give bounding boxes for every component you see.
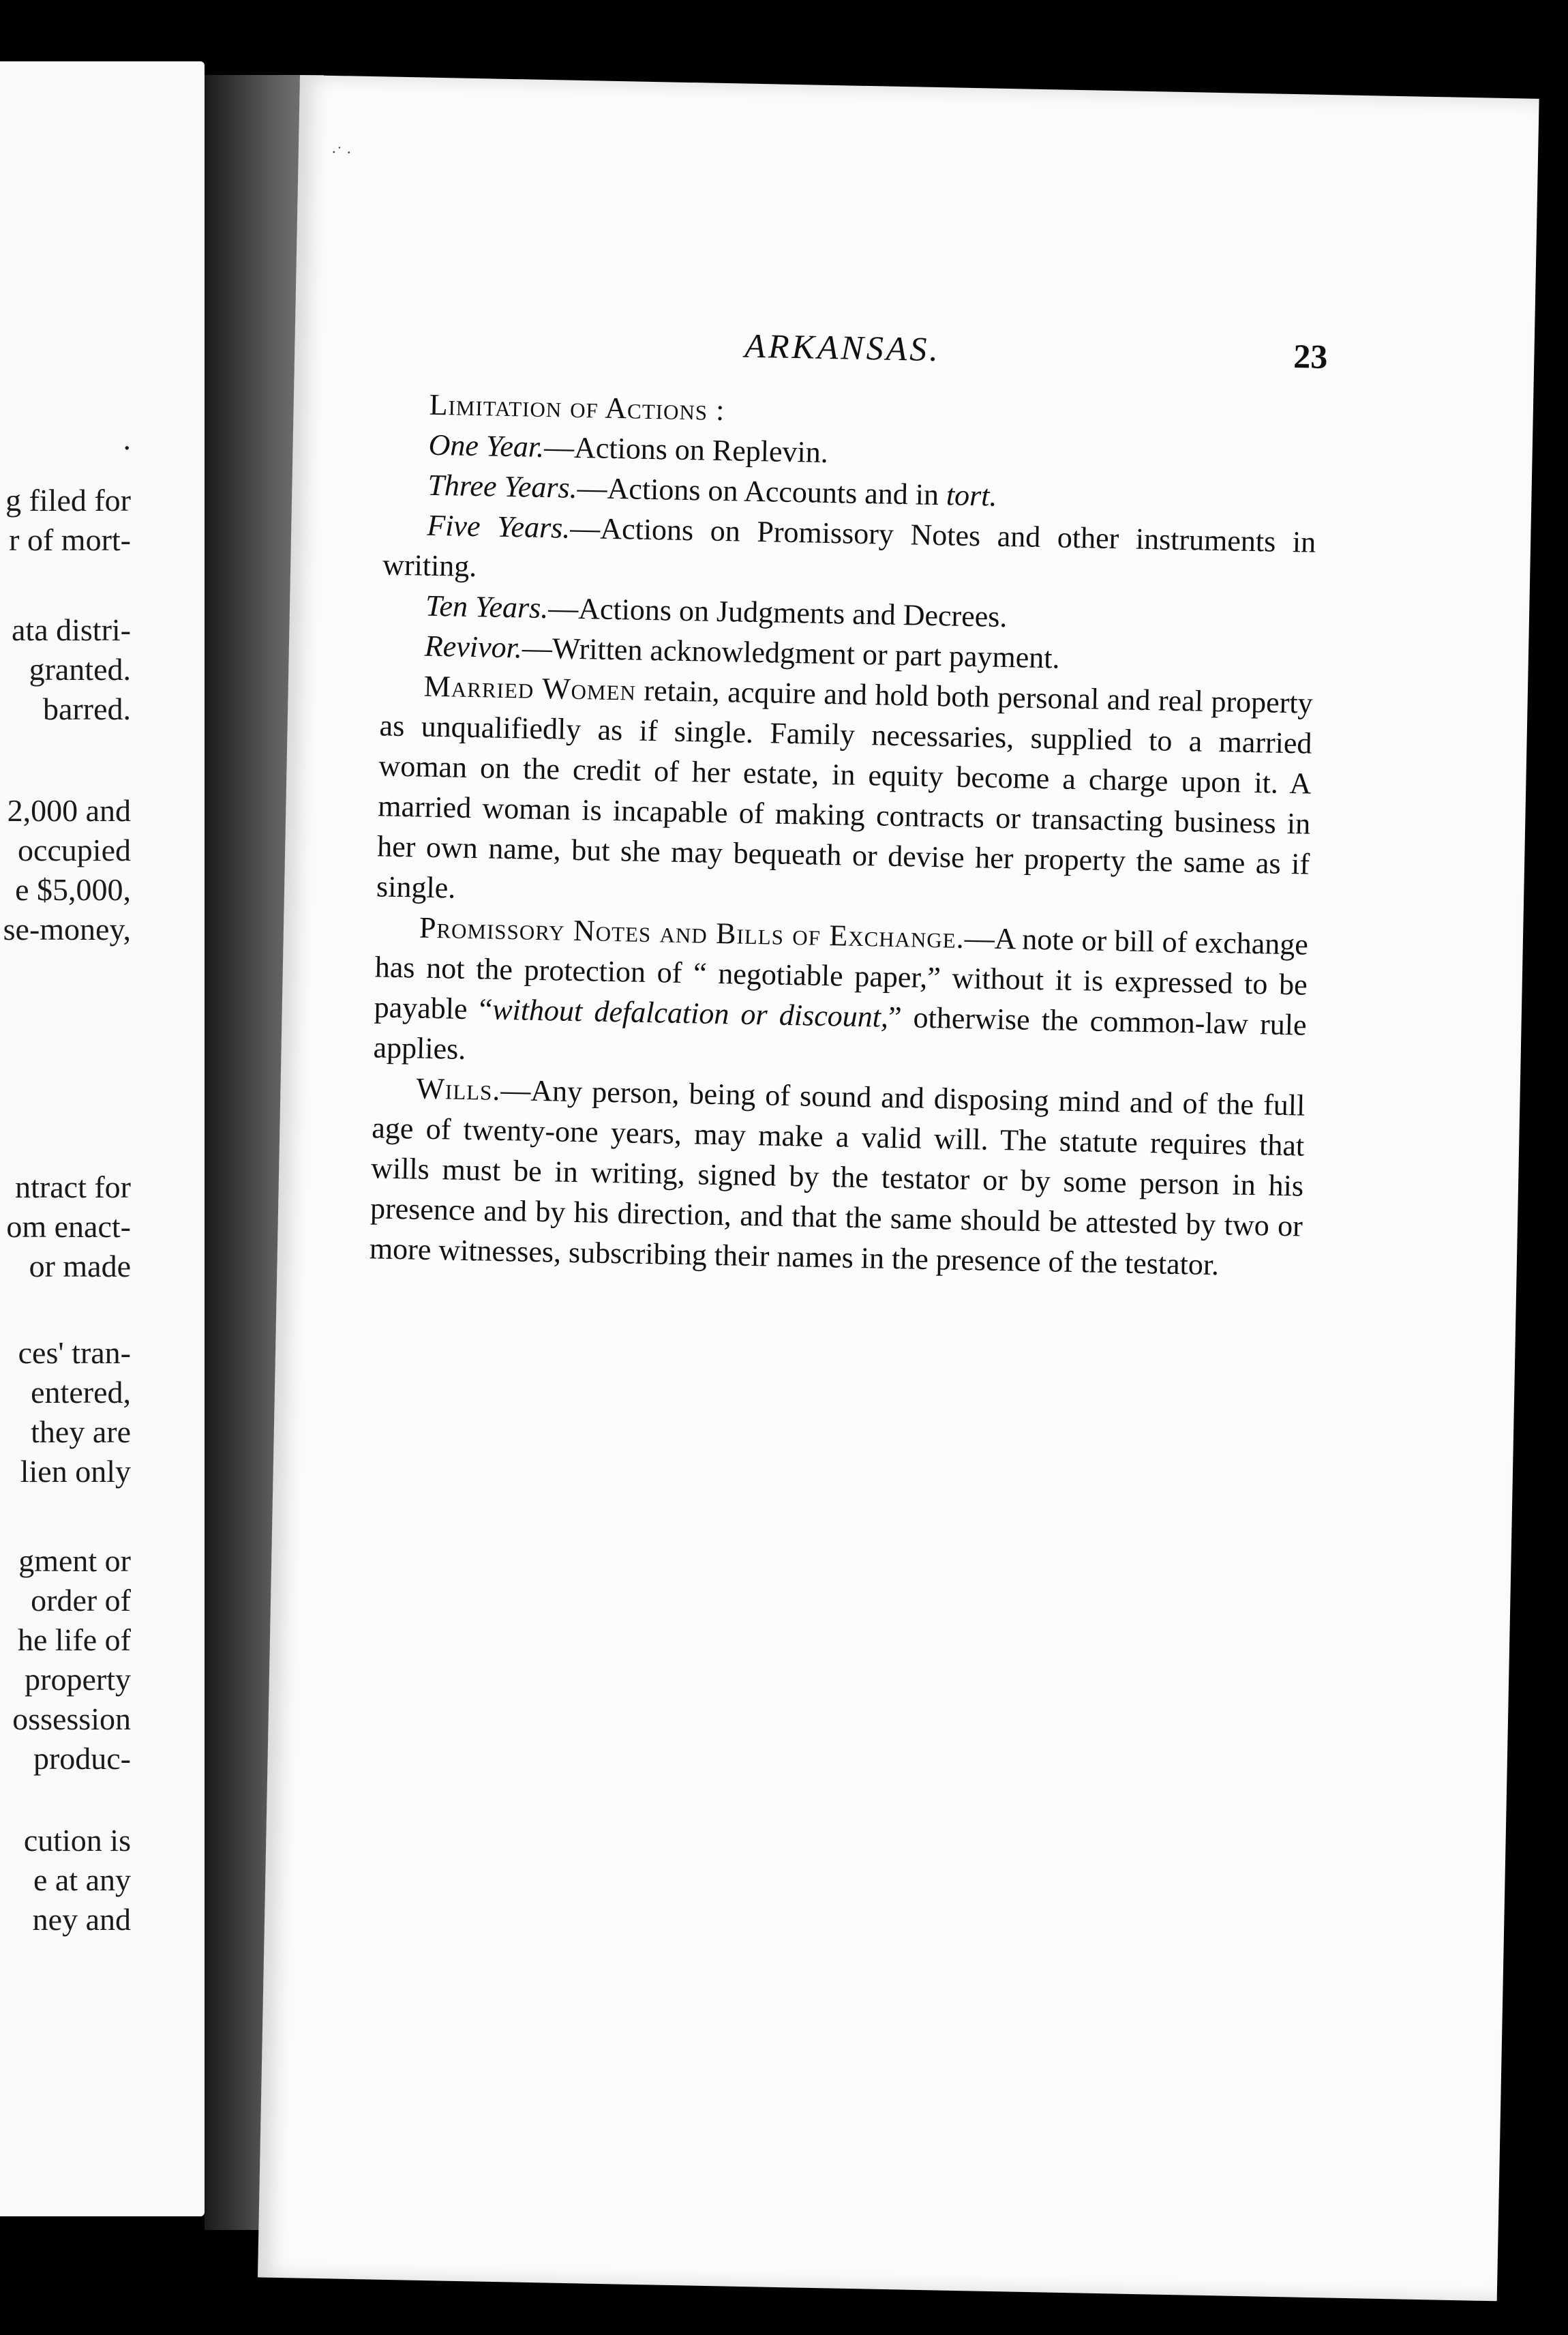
- left-page-fragment: ces' tran-: [18, 1335, 131, 1370]
- limitation-text: —Actions on Accounts and in: [577, 471, 947, 512]
- limitation-emphasis: tort.: [946, 478, 998, 513]
- running-head: ARKANSAS.: [744, 326, 941, 369]
- paragraph-wills: [369, 1067, 1305, 1286]
- left-page-fragment: occupied: [17, 833, 131, 867]
- left-page-fragment: .: [123, 421, 131, 456]
- left-page-fragment: barred.: [43, 691, 131, 726]
- left-page-fragment: they are: [31, 1414, 131, 1449]
- paragraph-text: ” otherwise the common-law rule applies.: [373, 1000, 1308, 1066]
- paragraph-married-women: [376, 665, 1314, 924]
- paragraph-promissory-notes: [373, 906, 1308, 1085]
- left-page-fragment: produc-: [33, 1741, 131, 1776]
- paragraph-text: —A note or bill of exchange has not the protection of “ negotiable paper,” without it is expressed to be payable “: [374, 921, 1309, 1026]
- left-page-fragment: lien only: [20, 1454, 131, 1489]
- left-page-fragment: 2,000 and: [7, 793, 131, 828]
- left-page-fragment: ata distri-: [12, 612, 131, 647]
- left-page-fragment: gment or: [18, 1543, 131, 1578]
- left-page-fragment: order of: [31, 1583, 131, 1618]
- paragraph-heading: Married Women: [423, 669, 637, 707]
- left-page-fragment: ney and: [32, 1902, 131, 1937]
- page-number: 23: [1293, 337, 1328, 376]
- left-facing-page: [0, 61, 205, 2216]
- paragraph-heading: Wills.: [416, 1071, 501, 1107]
- limitation-text: —Actions on Replevin.: [543, 430, 829, 469]
- left-page-fragment: ntract for: [15, 1170, 131, 1204]
- page-header: [295, 317, 1328, 391]
- limitation-term: Three Years.: [427, 468, 578, 505]
- paragraph-heading: Promissory Notes and Bills of Exchange.: [419, 910, 965, 955]
- left-page-fragment: property: [25, 1662, 131, 1697]
- left-page-fragment: e $5,000,: [15, 872, 131, 907]
- limitation-text: —Actions on Judgments and Decrees.: [547, 591, 1008, 634]
- left-page-fragment: om enact-: [6, 1209, 131, 1244]
- section-heading-limitation: Limitation of Actions :: [429, 387, 725, 428]
- limitation-text: —Actions on Promissory Notes and other instruments in writing.: [382, 511, 1316, 584]
- limitation-term: Ten Years.: [425, 589, 549, 625]
- left-page-fragment: e at any: [33, 1862, 131, 1897]
- left-page-fragment: cution is: [23, 1823, 131, 1858]
- left-page-fragment: r of mort-: [9, 522, 131, 557]
- left-page-fragment: granted.: [29, 652, 131, 687]
- limitation-term: One Year.: [428, 428, 545, 464]
- paragraph-emphasis: without defalcation or discount,: [492, 992, 889, 1034]
- paragraph-text: retain, acquire and hold both personal and real property as unqualifiedly as if single. Family necessaries, supplied to a married woman on the credit of her estate, in equity become a charge upon it. A married woman is incapable of making contracts or transacting business in her own name, but she may bequeath or devise her property the same as if single.: [376, 673, 1314, 905]
- limitation-text: —Written acknowledgment or part payment.: [522, 631, 1060, 675]
- left-page-fragment: entered,: [31, 1375, 131, 1410]
- left-page-fragment: or made: [29, 1249, 131, 1283]
- speck-mark: ·˙ ·: [331, 143, 352, 162]
- page-body: [369, 384, 1318, 1287]
- limitation-term: Five Years.: [426, 508, 571, 545]
- left-page-fragment: g filed for: [5, 483, 131, 518]
- paragraph-text: —Any person, being of sound and disposing mind and of the full age of twenty-one years, may make a valid will. The statute requires that wills must be in writing, signed by the testator or by some person in his presence and by his direction, and that the same should be attested by two or more witnesses, subscribing their names in the presence of the testator.: [369, 1073, 1306, 1282]
- right-page: [258, 75, 1539, 2301]
- left-page-fragment: ossession: [12, 1701, 131, 1736]
- limitation-term: Revivor.: [424, 629, 523, 665]
- left-page-fragment: se-money,: [3, 912, 131, 947]
- left-page-fragment: he life of: [17, 1622, 131, 1657]
